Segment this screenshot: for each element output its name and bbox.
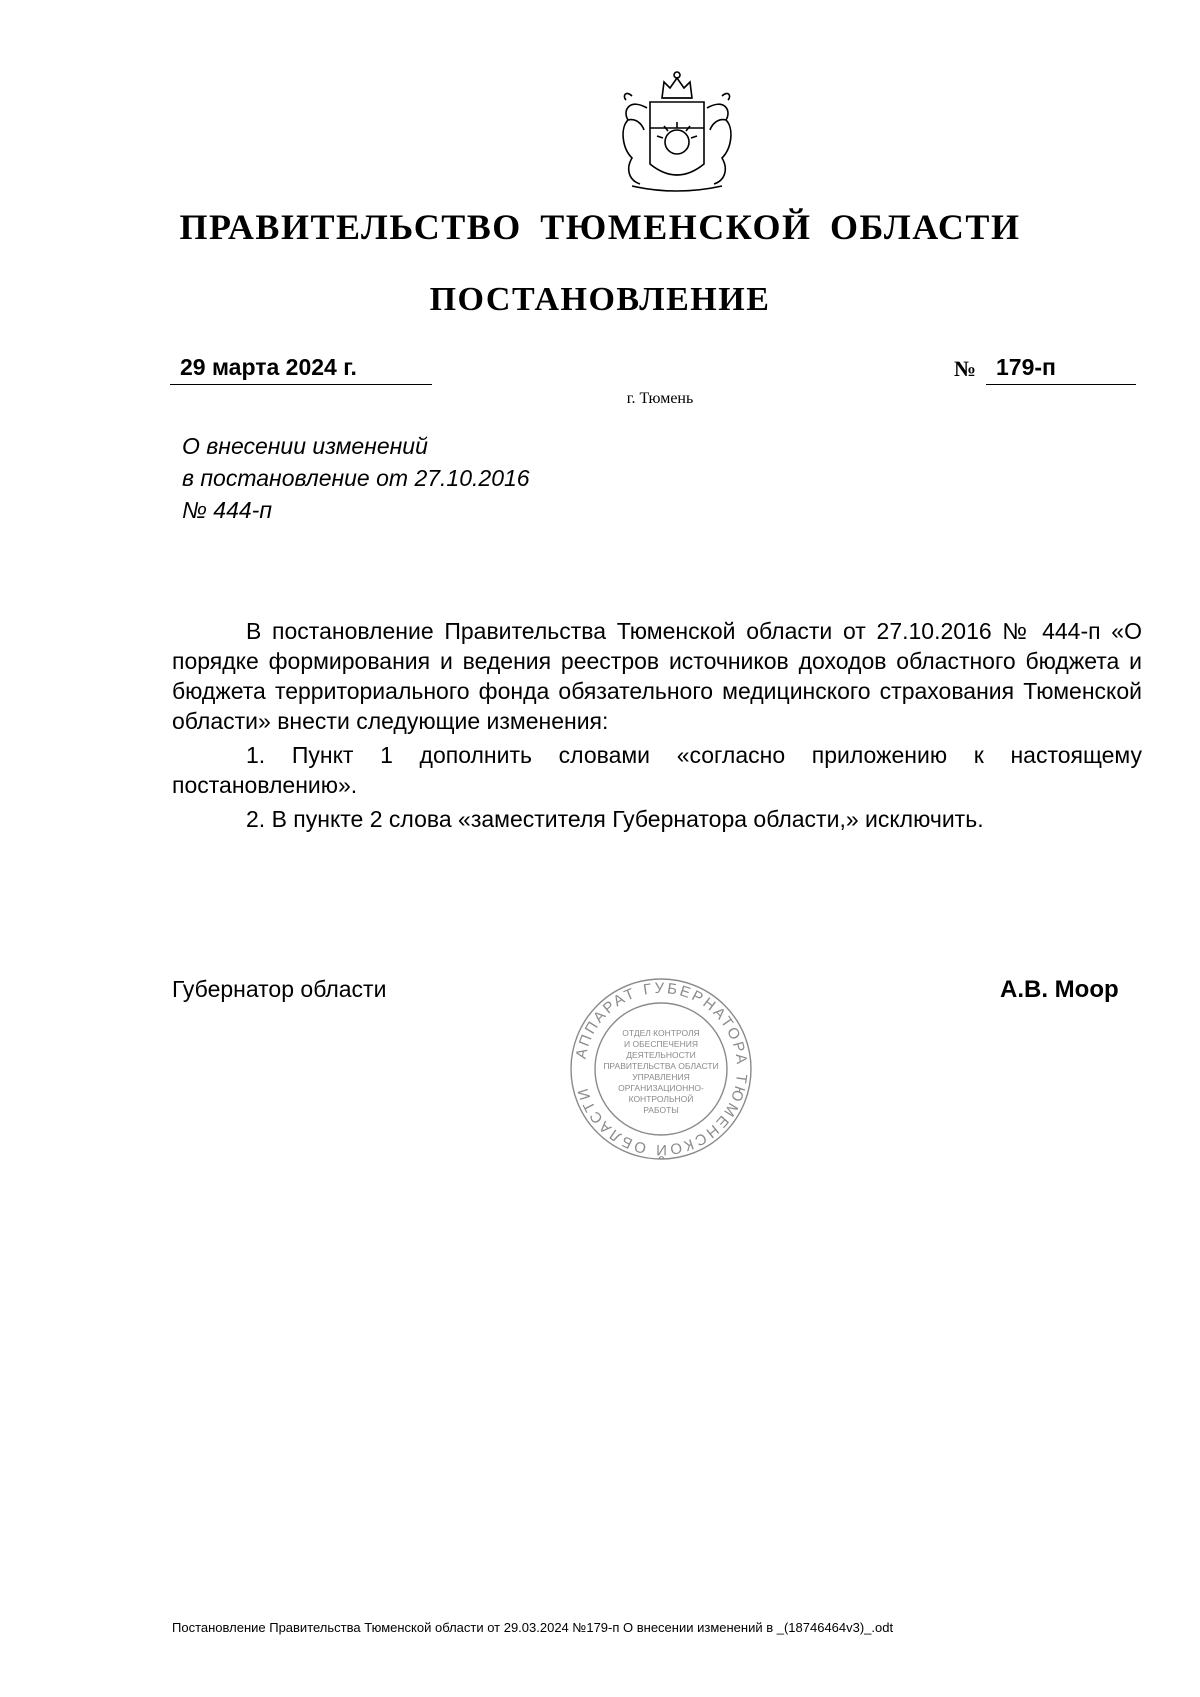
svg-text:КОНТРОЛЬНОЙ: КОНТРОЛЬНОЙ [628, 1094, 694, 1104]
body-item-1: 1. Пункт 1 дополнить словами «согласно приложению к настоящему постановлению». [172, 742, 1142, 798]
city-label: г. Тюмень [626, 390, 694, 407]
coat-of-arms-icon [592, 68, 762, 198]
document-body [172, 616, 1142, 838]
document-number: 179-п [996, 354, 1056, 380]
svg-text:ОТДЕЛ КОНТРОЛЯ: ОТДЕЛ КОНТРОЛЯ [622, 1028, 700, 1038]
svg-text:УПРАВЛЕНИЯ: УПРАВЛЕНИЯ [632, 1072, 690, 1082]
svg-text:РАБОТЫ: РАБОТЫ [643, 1105, 679, 1115]
subject-line: О внесении изменений [182, 433, 428, 459]
svg-text:ПРАВИТЕЛЬСТВА ОБЛАСТИ: ПРАВИТЕЛЬСТВА ОБЛАСТИ [603, 1061, 719, 1071]
official-stamp-icon [568, 976, 754, 1162]
document-footer: Постановление Правительства Тюменской области от 29.03.2024 №179-п О внесении изменений в _(18746464v3)_.odt [172, 1620, 894, 1635]
signer-name: А.В. Моор [1000, 976, 1119, 1003]
body-item-2: 2. В пункте 2 слова «заместителя Губернатора области,» исключить. [246, 806, 984, 832]
stamp-outer-text: АППАРАТ ГУБЕРНАТОРА ТЮМЕНСКОЙ ОБЛАСТИ [572, 979, 751, 1159]
number-label: № [954, 356, 977, 381]
document-type-heading: ПОСТАНОВЛЕНИЕ [429, 281, 771, 318]
svg-text:И ОБЕСПЕЧЕНИЯ: И ОБЕСПЕЧЕНИЯ [624, 1039, 698, 1049]
subject-line: № 444-п [182, 497, 272, 523]
document-date-field [170, 354, 432, 385]
signer-title: Губернатор области [172, 976, 387, 1002]
body-intro-paragraph: В постановление Правительства Тюменской области от 27.10.2016 № 444-п «О порядке формирования и ведения реестров источников доходов областного бюджета и бюджета территориального фонда обязательного медицинского страхования Тюменской области» внести следующие изменения: [172, 618, 1142, 734]
document-date: 29 марта 2024 г. [180, 354, 357, 380]
document-number-field [986, 354, 1136, 385]
organization-title: ПРАВИТЕЛЬСТВО ТЮМЕНСКОЙ ОБЛАСТИ [179, 207, 1021, 247]
svg-text:ДЕЯТЕЛЬНОСТИ: ДЕЯТЕЛЬНОСТИ [626, 1050, 696, 1060]
svg-text:ОРГАНИЗАЦИОННО-: ОРГАНИЗАЦИОННО- [618, 1083, 704, 1093]
subject-line: в постановление от 27.10.2016 [182, 465, 530, 491]
document-subject [182, 430, 702, 526]
